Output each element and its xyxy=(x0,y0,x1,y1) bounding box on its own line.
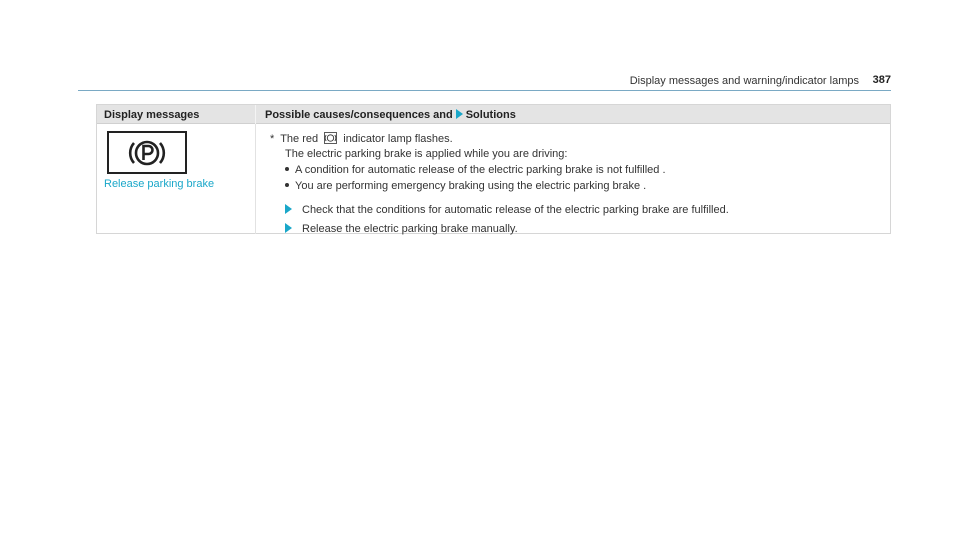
page-header xyxy=(78,74,891,91)
bullet-text: You are performing emergency braking using the electric parking brake . xyxy=(295,180,647,192)
solution-text: Release the electric parking brake manually. xyxy=(302,223,518,235)
lamp-text-post: indicator lamp flashes. xyxy=(343,133,453,145)
bullet-icon xyxy=(285,183,289,187)
parking-brake-lamp-icon xyxy=(324,132,337,144)
solution-step xyxy=(285,204,729,216)
display-message-symbol xyxy=(107,131,187,174)
solution-text: Check that the conditions for automatic release of the electric parking brake are fulfilled. xyxy=(302,204,729,216)
solution-step xyxy=(285,223,518,235)
bullet-text: A condition for automatic release of the electric parking brake is not fulfilled . xyxy=(295,164,666,176)
lamp-row xyxy=(270,132,453,145)
solution-arrow-icon xyxy=(285,204,292,214)
solution-arrow-icon xyxy=(456,109,463,119)
cause-intro: The electric parking brake is applied while you are driving: xyxy=(285,148,568,160)
message-table xyxy=(96,104,891,234)
column-divider xyxy=(255,124,256,234)
bullet-icon xyxy=(285,167,289,171)
col-heading-solutions: Solutions xyxy=(465,109,516,121)
parking-brake-icon xyxy=(127,135,167,171)
col-heading-causes-solutions xyxy=(265,109,516,121)
column-divider-head xyxy=(255,105,256,124)
display-message-text: Release parking brake xyxy=(104,178,215,190)
asterisk-note: * xyxy=(270,133,275,145)
solution-arrow-icon xyxy=(285,223,292,233)
header-title: Display messages and warning/indicator lamps xyxy=(629,75,859,87)
list-item xyxy=(285,180,646,192)
table-header xyxy=(97,105,890,124)
list-item xyxy=(285,164,666,176)
col-heading-causes: Possible causes/consequences and xyxy=(265,109,453,121)
col-heading-display-messages: Display messages xyxy=(104,109,200,121)
lamp-text-pre: The red xyxy=(280,133,319,145)
page-number: 387 xyxy=(872,74,891,86)
